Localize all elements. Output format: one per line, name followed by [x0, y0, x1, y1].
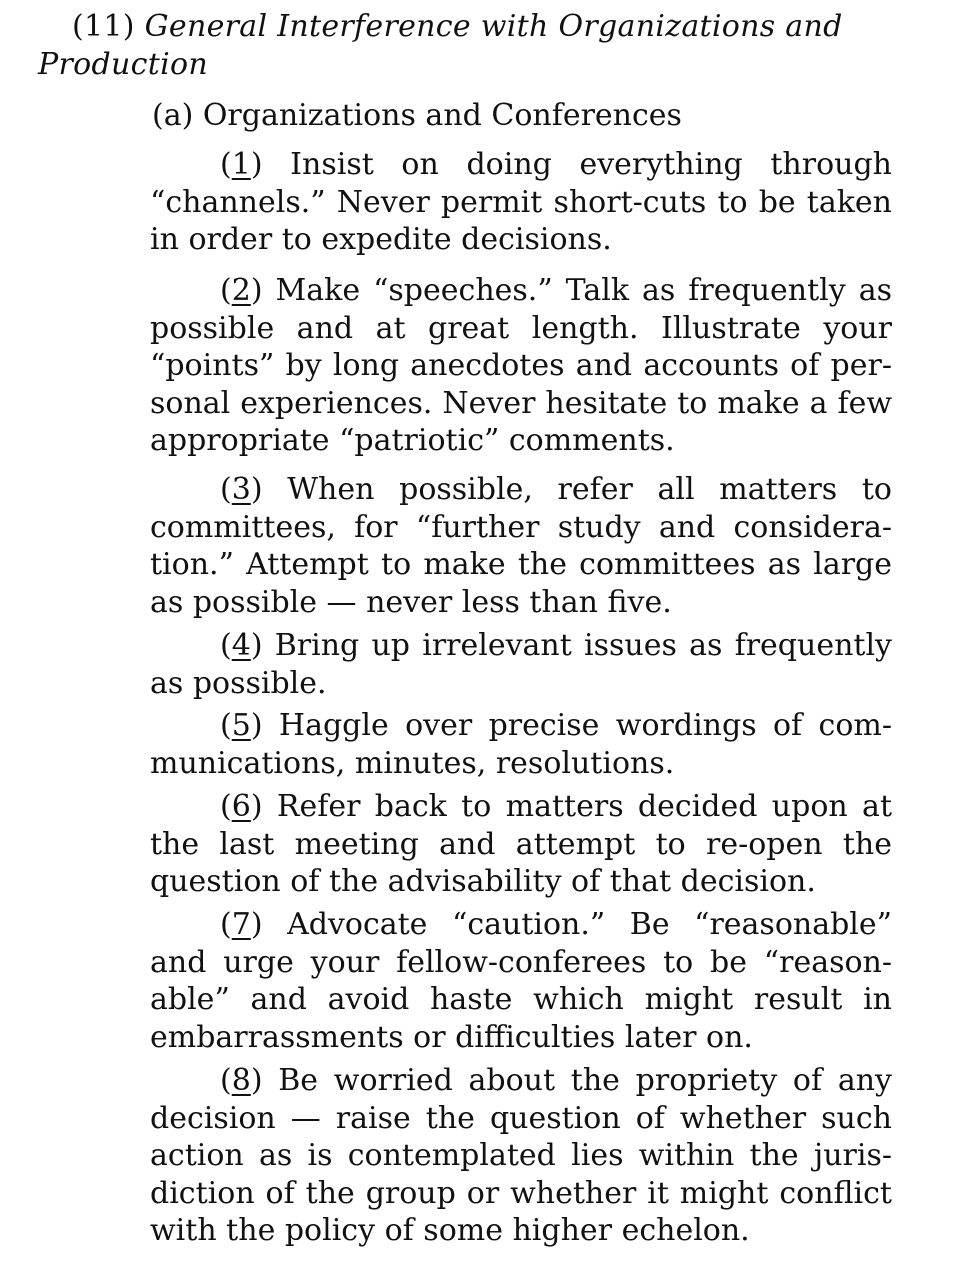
- item-text: Refer back to matters decided upon at the last meeting and attempt to re-open the question of the advisability of that decision.: [150, 789, 892, 899]
- item-number: 4: [231, 628, 251, 663]
- item-number: 7: [231, 907, 251, 942]
- item-number: 5: [231, 708, 251, 743]
- item-text: Be worried about the propriety of any decision — raise the question of whether such action as is contemplated lies within the juris- diction of the group or whether it might conflict with the policy of some higher echelon.: [150, 1063, 892, 1248]
- list-item-3: (3) When possible, refer all matters to committees, for “further study and considera- tion.” Attempt to make the committees as large as possible — never less than five.: [150, 472, 892, 620]
- item-number: 1: [231, 147, 251, 182]
- subsection-heading: (a) Organizations and Conferences: [152, 98, 682, 133]
- item-number: 6: [231, 789, 251, 824]
- item-text: Haggle over precise wordings of com- munications, minutes, resolutions.: [150, 708, 892, 781]
- item-text: Bring up irrelevant issues as frequently as possible.: [150, 628, 892, 701]
- item-text: Advocate “caution.” Be “reasonable” and urge your fellow-conferees to be “reason- able” and avoid haste which might result in embarrassments or difficulties later on.: [150, 907, 892, 1055]
- list-item-1: (1) Insist on doing everything through “channels.” Never permit short-cuts to be taken in order to expedite decisions.: [150, 147, 892, 257]
- item-number: 8: [231, 1063, 251, 1098]
- item-text: Insist on doing everything through “channels.” Never permit short-cuts to be taken in order to expedite decisions.: [150, 147, 892, 257]
- list-item-7: (7) Advocate “caution.” Be “reasonable” and urge your fellow-conferees to be “reason- able” and avoid haste which might result in embarrassments or difficulties later on.: [150, 907, 892, 1055]
- section-heading: [38, 8, 898, 84]
- item-number: 3: [231, 472, 251, 507]
- list-item-2: (2) Make “speeches.” Talk as frequently as possible and at great length. Illustrate your “points” by long anecdotes and accounts of per- sonal experiences. Never hesitate to make a few appropriate “patriotic” comments.: [150, 273, 892, 458]
- item-text: Make “speeches.” Talk as frequently as possible and at great length. Illustrate your “points” by long anecdotes and accounts of per- sonal experiences. Never hesitate to make a few appropriate “patriotic” comments.: [150, 273, 892, 458]
- section-title: General Interference with Organizations and Production: [38, 9, 843, 82]
- section-number: (11): [72, 9, 135, 44]
- item-text: When possible, refer all matters to committees, for “further study and considera- tion.” Attempt to make the committees as large as possible — never less than five.: [150, 472, 892, 620]
- item-number: 2: [231, 273, 251, 308]
- list-item-5: (5) Haggle over precise wordings of com- munications, minutes, resolutions.: [150, 708, 892, 781]
- list-item-4: (4) Bring up irrelevant issues as frequently as possible.: [150, 628, 892, 701]
- list-item-8: (8) Be worried about the propriety of any decision — raise the question of whether such action as is contemplated lies within the juris- diction of the group or whether it might conflict with the policy of some higher echelon.: [150, 1063, 892, 1248]
- list-item-6: (6) Refer back to matters decided upon at the last meeting and attempt to re-open the question of the advisability of that decision.: [150, 789, 892, 899]
